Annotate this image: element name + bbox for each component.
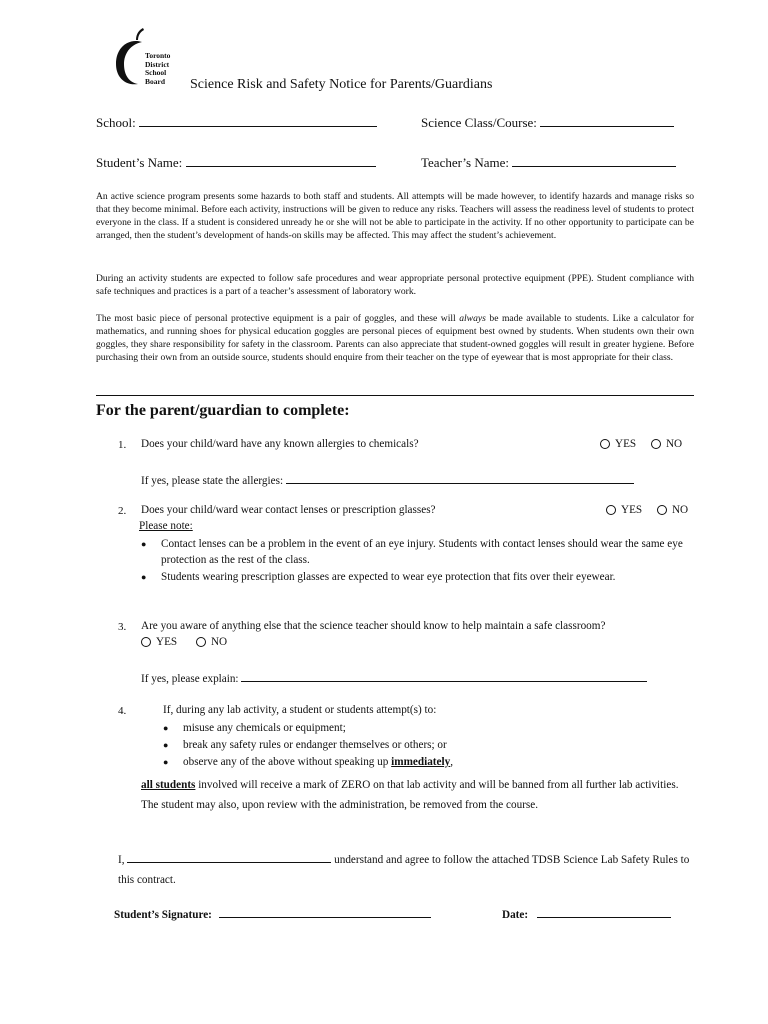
emphasis-immediately: immediately <box>391 756 451 768</box>
radio-circle-icon <box>651 439 661 449</box>
list-item <box>141 536 693 568</box>
radio-circle-icon <box>600 439 610 449</box>
intro-text <box>96 312 694 364</box>
teacher-name-input-line[interactable] <box>512 154 676 167</box>
no-radio[interactable] <box>651 438 682 450</box>
date-input-line[interactable] <box>537 905 671 918</box>
agreement-name-line[interactable] <box>127 850 331 863</box>
logo-line: Board <box>145 76 166 86</box>
teacher-name-field[interactable] <box>421 154 676 171</box>
section-title: For the parent/guardian to complete: <box>96 402 350 419</box>
teacher-name-label: Teacher’s Name: <box>421 155 509 170</box>
class-field[interactable] <box>421 114 674 131</box>
consequence-body: involved will receive a mark of ZERO on that lab activity and will be banned from all further lab activities. The student may also, upon review with the administration, be removed from the course. <box>141 779 679 811</box>
agreement-suffix: understand and agree to follow the attached TDSB Science Lab Safety Rules to this contract. <box>118 854 690 886</box>
signature-field[interactable] <box>114 905 431 921</box>
date-label: Date: <box>502 909 529 921</box>
question-number: 1. <box>118 439 127 451</box>
bullet-icon: ● <box>163 723 169 733</box>
section-divider <box>96 395 694 396</box>
yes-radio[interactable] <box>141 636 177 648</box>
yes-radio[interactable] <box>606 504 642 516</box>
question-4-text: If, during any lab activity, a student or students attempt(s) to: <box>163 704 437 716</box>
logo-line: Toronto <box>145 51 171 60</box>
student-name-label: Student’s Name: <box>96 155 183 170</box>
class-input-line[interactable] <box>540 114 674 127</box>
emphasis-always: always <box>459 313 486 324</box>
agreement-prefix: I, <box>118 854 125 866</box>
radio-circle-icon <box>141 637 151 647</box>
consequence-text <box>141 776 693 815</box>
school-label: School: <box>96 115 136 130</box>
apple-icon <box>112 28 146 90</box>
allergies-field[interactable] <box>141 471 634 487</box>
bullet-icon: ● <box>141 572 147 582</box>
yes-label: YES <box>156 636 178 648</box>
date-field[interactable] <box>502 905 671 921</box>
document-title: Science Risk and Safety Notice for Parents/Guardians <box>190 77 493 92</box>
logo-line: District <box>145 59 170 69</box>
allergies-input-line[interactable] <box>286 471 634 484</box>
explain-label: If yes, please explain: <box>141 673 239 685</box>
tdsb-logo-text <box>145 52 170 86</box>
contact-lens-notes <box>141 536 693 585</box>
intro-text: An active science program presents some hazards to both staff and students. All attempts will be made however, to identify hazards and manage risks so that they become minimal. Before each activity, instructions will be given to reduce any risks. Teachers will assess the readiness level of students to protect everyone in the class. If a student is considered unready he or she will not be able to participate in the activity. If no other opportunity to participate can be arranged, then the student’s development of hands-on skills may be affected. This may affect the student’s achievement. <box>96 191 694 241</box>
intro-text: During an activity students are expected to follow safe procedures and wear appropriate personal protective equipment (PPE). Student compliance with safe techniques and practices is a part of a teacher’s assessment of laboratory work. <box>96 273 694 297</box>
bullet-icon: ● <box>141 539 147 549</box>
list-item-text: Students wearing prescription glasses are expected to wear eye protection that fits over their eyewear. <box>161 571 616 583</box>
agreement-statement <box>118 850 693 890</box>
list-item <box>141 569 693 585</box>
radio-circle-icon <box>606 505 616 515</box>
list-item-text: misuse any chemicals or equipment; <box>183 722 346 734</box>
no-radio[interactable] <box>196 636 227 648</box>
explain-field[interactable] <box>141 669 647 685</box>
no-label: NO <box>210 636 228 648</box>
misconduct-list <box>163 720 683 771</box>
signature-label: Student’s Signature: <box>114 909 212 921</box>
list-item <box>163 720 683 737</box>
question-number: 2. <box>118 505 127 517</box>
class-label: Science Class/Course: <box>421 115 537 130</box>
signature-input-line[interactable] <box>219 905 431 918</box>
student-name-input-line[interactable] <box>186 154 376 167</box>
question-3-options <box>141 636 239 650</box>
yes-radio[interactable] <box>600 438 636 450</box>
emphasis-all-students: all students <box>141 779 196 791</box>
list-item-text: Contact lenses can be a problem in the event of an eye injury. Students with contact lenses should wear the same eye protection as the rest of the class. <box>161 538 683 566</box>
intro-text-part: The most basic piece of personal protective equipment is a pair of goggles, and these will <box>96 313 456 324</box>
please-note: Please note: <box>139 520 193 532</box>
no-label: NO <box>665 438 683 450</box>
bullet-icon: ● <box>163 757 169 767</box>
intro-paragraph-2 <box>96 272 694 298</box>
intro-paragraph-3 <box>96 312 694 364</box>
list-item-text: observe any of the above without speaking up <box>183 756 389 768</box>
question-1-options <box>600 438 694 452</box>
yes-label: YES <box>621 504 643 516</box>
question-number: 4. <box>118 705 127 717</box>
no-label: NO <box>671 504 689 516</box>
explain-input-line[interactable] <box>241 669 647 682</box>
question-number: 3. <box>118 621 127 633</box>
question-1-text: Does your child/ward have any known allergies to chemicals? <box>141 438 419 450</box>
list-item-text: break any safety rules or endanger themselves or others; or <box>183 739 447 751</box>
logo-line: School <box>145 68 167 77</box>
no-radio[interactable] <box>657 504 688 516</box>
school-input-line[interactable] <box>139 114 377 127</box>
list-item <box>163 754 683 771</box>
bullet-icon: ● <box>163 740 169 750</box>
school-field[interactable] <box>96 114 377 131</box>
question-2-options <box>606 504 700 518</box>
question-2-text: Does your child/ward wear contact lenses or prescription glasses? <box>141 504 436 516</box>
intro-paragraph-1 <box>96 190 694 242</box>
radio-circle-icon <box>657 505 667 515</box>
radio-circle-icon <box>196 637 206 647</box>
punctuation: , <box>450 756 453 768</box>
list-item <box>163 737 683 754</box>
yes-label: YES <box>615 438 637 450</box>
intro-text-part: be made available to students. Like a calculator for mathematics, and running shoes for physical education goggles are personal pieces of equipment best owned by students. When students own their own goggles, they share responsibility for safety in the classroom. Parents can also appreciate that student-owned goggles will result in greater hygiene. Before purchasing their own from an outside source, students should enquire from their teacher on the type of eyewear that is most appropriate for their class. <box>96 313 695 363</box>
question-3-text: Are you aware of anything else that the science teacher should know to help maintain a safe classroom? <box>141 620 606 632</box>
allergies-label: If yes, please state the allergies: <box>141 475 284 487</box>
student-name-field[interactable] <box>96 154 376 171</box>
